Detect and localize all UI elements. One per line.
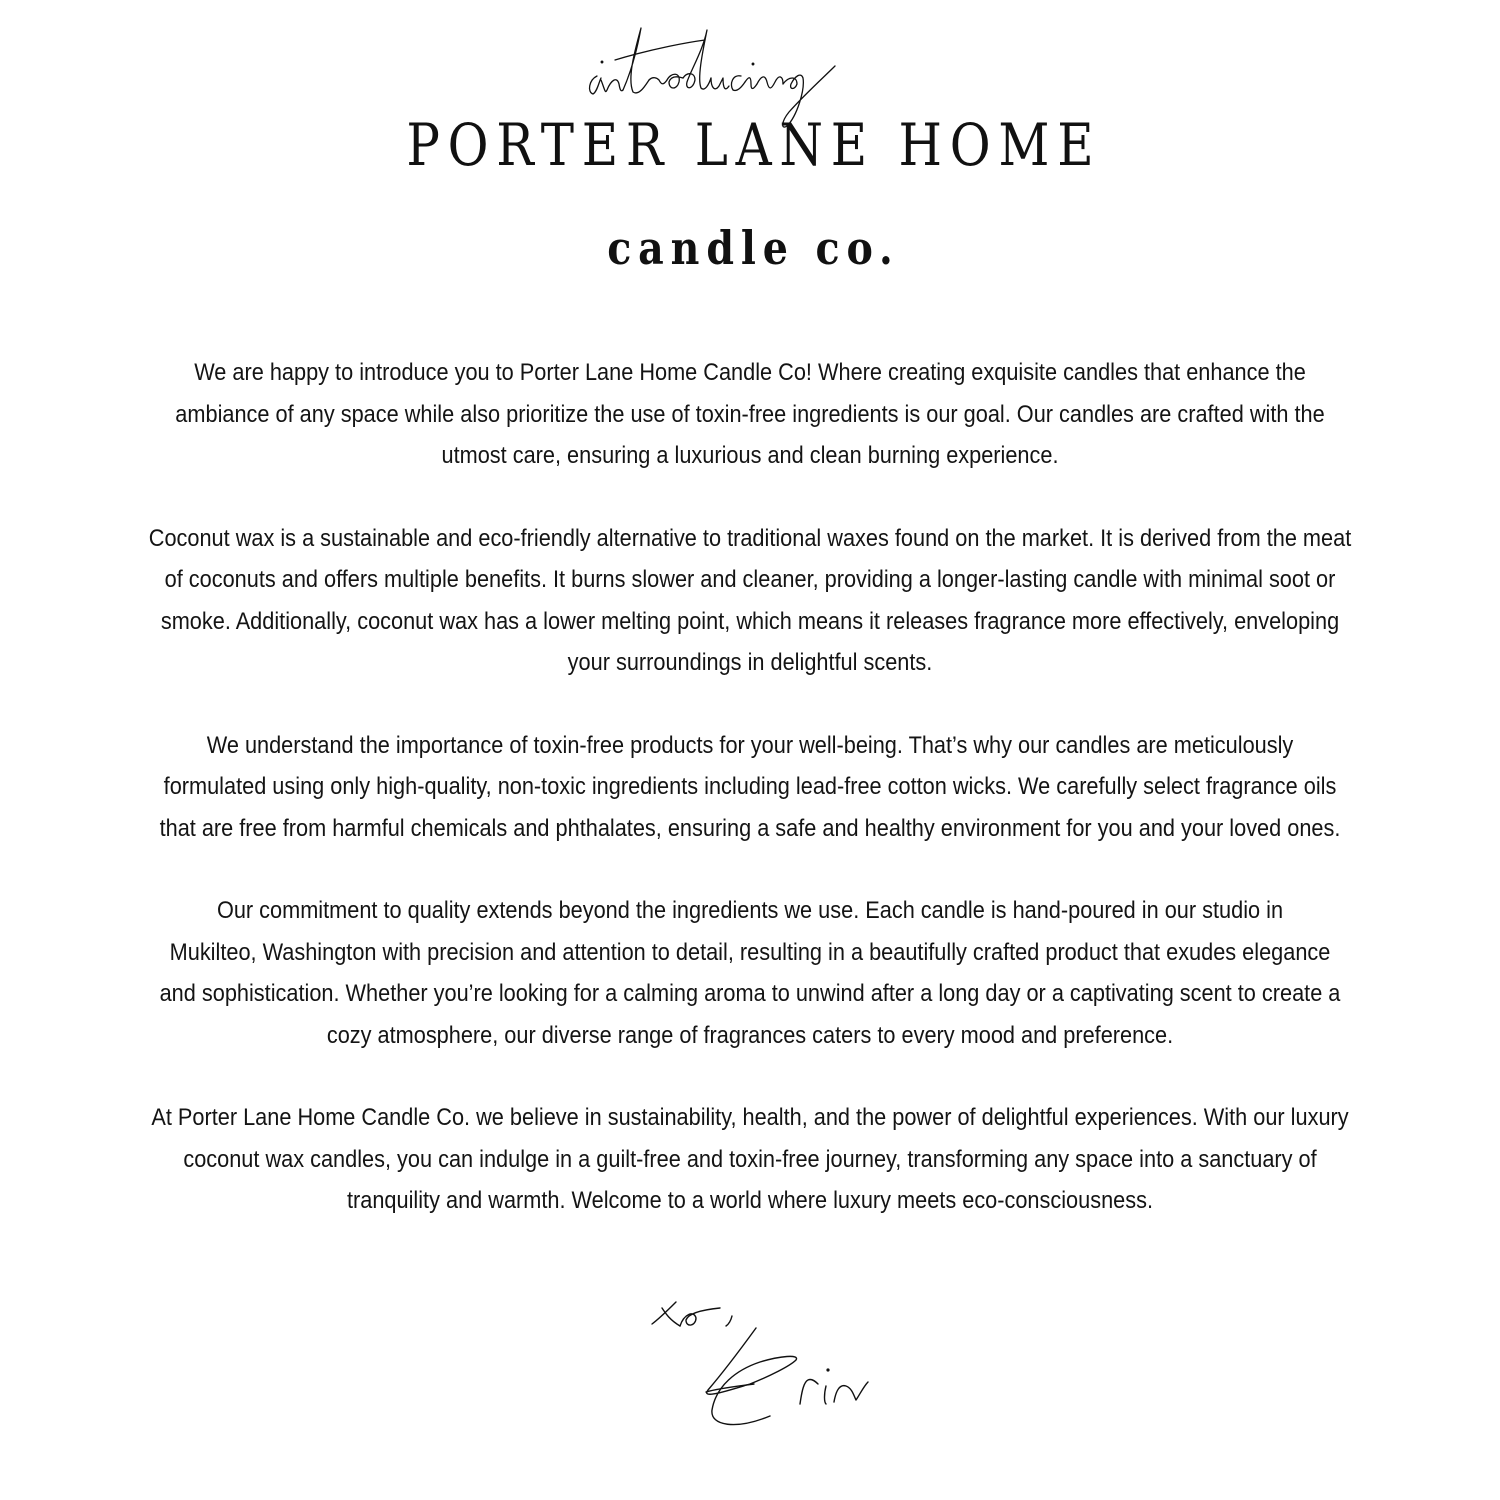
paragraph-line: Our commitment to quality extends beyond the ingredients we use. Each candle is hand-poured in our studio in [216, 897, 1284, 924]
handwritten-signature-graphic [640, 1290, 880, 1440]
paragraph-line: Coconut wax is a sustainable and eco-friendly alternative to traditional waxes found on the market. It is derived from the meat [148, 524, 1352, 552]
paragraph-intro [0, 352, 1500, 477]
brand-subtitle: candle co. [607, 221, 900, 275]
paragraph-line: smoke. Additionally, coconut wax has a lower melting point, which means it releases fragrance more effectively, enveloping [160, 607, 1340, 635]
letter-body [0, 352, 1500, 1263]
paragraph-closing [0, 1097, 1500, 1222]
signature [640, 1290, 880, 1440]
paragraph-line: coconut wax candles, you can indulge in a guilt-free and toxin-free journey, transforming any space into a sanctuary of [183, 1145, 1317, 1173]
paragraph-line: of coconuts and offers multiple benefits. It burns slower and cleaner, providing a longer-lasting candle with minimal soot or [164, 566, 1336, 593]
paragraph-quality [0, 890, 1500, 1056]
paragraph-line: Mukilteo, Washington with precision and attention to detail, resulting in a beautifully crafted product that exudes elegance [169, 938, 1331, 966]
brand-title: PORTER LANE HOME [406, 111, 1102, 179]
paragraph-toxin-free [0, 725, 1500, 850]
paragraph-line: At Porter Lane Home Candle Co. we believe in sustainability, health, and the power of delightful experiences. With our luxury [151, 1104, 1349, 1131]
paragraph-line: We understand the importance of toxin-free products for your well-being. That’s why our candles are meticulously [206, 731, 1294, 759]
paragraph-line: utmost care, ensuring a luxurious and clean burning experience. [441, 442, 1059, 469]
paragraph-line: ambiance of any space while also prioritize the use of toxin-free ingredients is our goal. Our candles are crafted with the [175, 400, 1325, 428]
paragraph-line: formulated using only high-quality, non-toxic ingredients including lead-free cotton wicks. We carefully select fragrance oils [163, 773, 1337, 800]
paragraph-line: your surroundings in delightful scents. [567, 649, 933, 676]
paragraph-line: We are happy to introduce you to Porter Lane Home Candle Co! Where creating exquisite candles that enhance the [194, 359, 1306, 386]
paragraph-coconut-wax [0, 518, 1500, 684]
paragraph-line: cozy atmosphere, our diverse range of fragrances caters to every mood and preference. [326, 1021, 1174, 1049]
paragraph-line: tranquility and warmth. Welcome to a world where luxury meets eco-consciousness. [346, 1187, 1153, 1214]
paragraph-line: and sophistication. Whether you’re looking for a calming aroma to unwind after a long day or a captivating scent to create a [159, 980, 1341, 1007]
paragraph-line: that are free from harmful chemicals and phthalates, ensuring a safe and healthy environment for you and your loved ones. [159, 814, 1341, 842]
